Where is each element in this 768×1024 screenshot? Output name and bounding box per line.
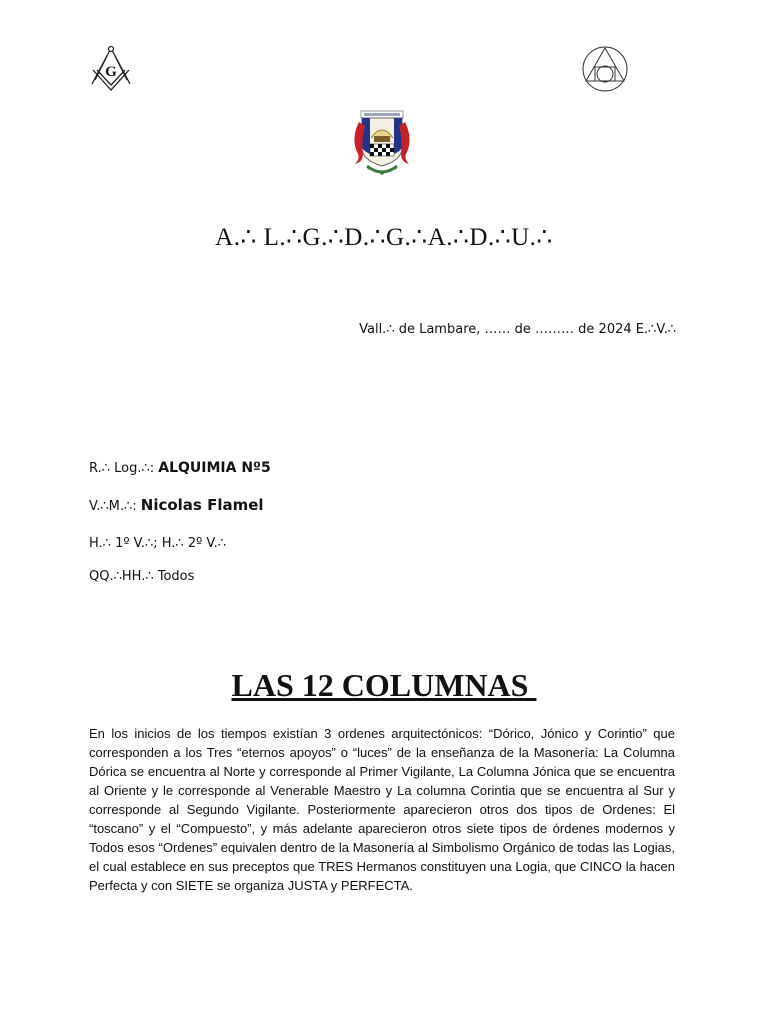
motto-heading: A.∴ L.∴G.∴D.∴G.∴A.∴D.∴U.∴ <box>215 224 553 251</box>
master-name: Nicolas Flamel <box>140 496 264 514</box>
addressee-brothers: QQ.∴HH.∴ Todos <box>89 569 195 584</box>
addressee-master <box>89 496 264 514</box>
dateline: Vall.∴ de Lambare, …… de ……… de 2024 E.∴V.∴ <box>359 322 676 337</box>
document-title: LAS 12 COLUMNAS <box>231 667 537 703</box>
body-paragraph: En los inicios de los tiempos existían 3 ordenes arquitectónicos: “Dórico, Jónico y Corintio” que corresponden a los Tres “eternos apoyos” o “luces” de la enseñanza de la Masonería: La Columna Dórica se encuentra al Norte y corresponde al Primer Vigilante, La Columna Jónica que se encuentra al Oriente y le corresponde al Venerable Maestro y La columna Corintia que se encuentra al Sur y corresponde al Segundo Vigilante. Posteriormente aparecieron otros dos tipos de Ordenes: El “toscano” y el “Compuesto”, y más adelante aparecieron otros siete tipos de órdenes modernos y Todos esos “Ordenes” equivalen dentro de la Masonería al Simbolismo Orgánico de todas las Logias, el cual establece en sus preceptos que TRES Hermanos constituyen una Logia, que CINCO la hacen Perfecta y con SIETE se organiza JUSTA y PERFECTA. <box>89 726 675 893</box>
lodge-crest-icon <box>347 108 417 180</box>
lodge-name: ALQUIMIA Nº5 <box>158 460 271 476</box>
master-prefix: V.∴M.∴: <box>89 499 141 514</box>
circle-triangle-square-icon <box>581 44 629 94</box>
addressee-lodge <box>89 460 271 476</box>
addressee-wardens: H.∴ 1º V.∴; H.∴ 2º V.∴ <box>89 536 226 551</box>
lodge-prefix: R.∴ Log.∴: <box>89 461 159 476</box>
svg-text:G: G <box>105 64 117 80</box>
square-and-compass-icon <box>88 44 134 94</box>
